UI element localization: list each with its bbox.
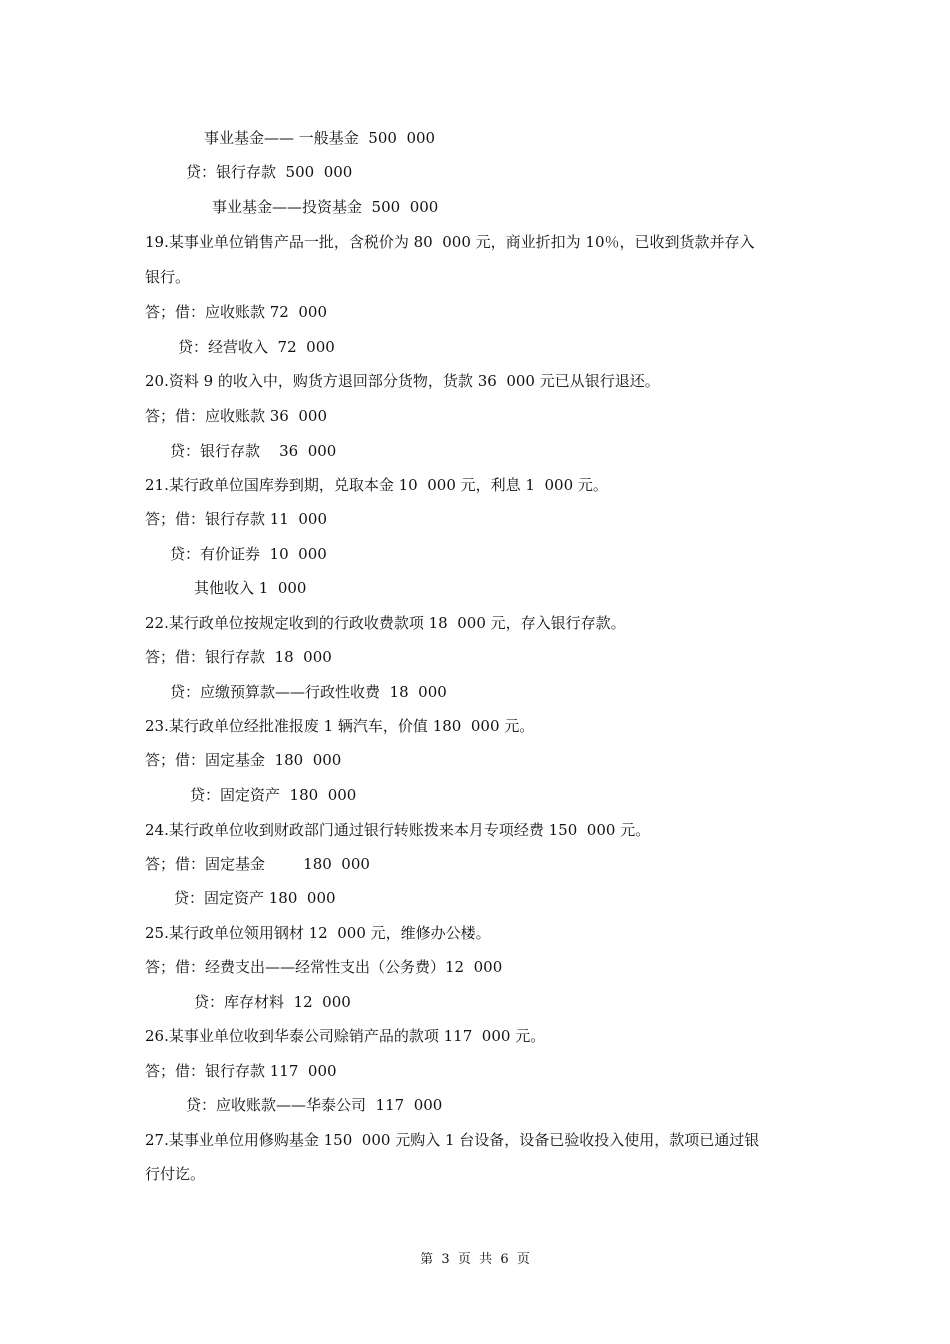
text-line: 事业基金——投资基金 500 000 bbox=[212, 198, 439, 216]
question-line: 21.某行政单位国库券到期，兑取本金 10 000 元，利息 1 000 元。 bbox=[145, 476, 608, 494]
question-line: 19.某事业单位销售产品一批，含税价为 80 000 元，商业折扣为 10％，已收到货款并存入 bbox=[145, 233, 755, 251]
question-line: 行付讫。 bbox=[145, 1165, 206, 1183]
answer-line: 答；借：固定基金 180 000 bbox=[145, 855, 370, 873]
answer-line: 答；借：银行存款 18 000 bbox=[145, 648, 332, 666]
text-line: 贷：经营收入 72 000 bbox=[178, 338, 335, 356]
answer-line: 答；借：银行存款 11 000 bbox=[145, 510, 328, 528]
text-line: 贷：银行存款 500 000 bbox=[186, 163, 353, 181]
answer-line: 答；借：经费支出——经常性支出（公务费）12 000 bbox=[145, 958, 503, 976]
text-line: 贷：固定资产 180 000 bbox=[174, 889, 336, 907]
text-line: 贷：银行存款 36 000 bbox=[170, 442, 337, 460]
question-line: 26.某事业单位收到华泰公司赊销产品的款项 117 000 元。 bbox=[145, 1027, 546, 1045]
question-line: 22.某行政单位按规定收到的行政收费款项 18 000 元，存入银行存款。 bbox=[145, 614, 626, 632]
page-footer: 第 3 页 共 6 页 bbox=[420, 1252, 530, 1267]
text-line: 贷：固定资产 180 000 bbox=[190, 786, 357, 804]
text-line: 事业基金—— 一般基金 500 000 bbox=[204, 129, 436, 147]
answer-line: 答；借：银行存款 117 000 bbox=[145, 1062, 337, 1080]
text-line: 其他收入 1 000 bbox=[194, 579, 307, 597]
text-line: 贷：库存材料 12 000 bbox=[194, 993, 351, 1011]
text-line: 贷：应缴预算款——行政性收费 18 000 bbox=[170, 683, 447, 701]
question-line: 23.某行政单位经批准报废 1 辆汽车，价值 180 000 元。 bbox=[145, 717, 535, 735]
text-line: 贷：应收账款——华泰公司 117 000 bbox=[186, 1096, 443, 1114]
question-line: 25.某行政单位领用钢材 12 000 元，维修办公楼。 bbox=[145, 924, 491, 942]
answer-line: 答；借：应收账款 72 000 bbox=[145, 303, 328, 321]
text-line: 贷：有价证券 10 000 bbox=[170, 545, 327, 563]
question-line: 27.某事业单位用修购基金 150 000 元购入 1 台设备，设备已验收投入使用，款项已通过银 bbox=[145, 1131, 760, 1149]
question-line: 24.某行政单位收到财政部门通过银行转账拨来本月专项经费 150 000 元。 bbox=[145, 821, 651, 839]
answer-line: 答；借：应收账款 36 000 bbox=[145, 407, 328, 425]
answer-line: 答；借：固定基金 180 000 bbox=[145, 751, 342, 769]
question-line: 银行。 bbox=[145, 268, 191, 286]
question-line: 20.资料 9 的收入中，购货方退回部分货物，货款 36 000 元已从银行退还。 bbox=[145, 372, 660, 390]
